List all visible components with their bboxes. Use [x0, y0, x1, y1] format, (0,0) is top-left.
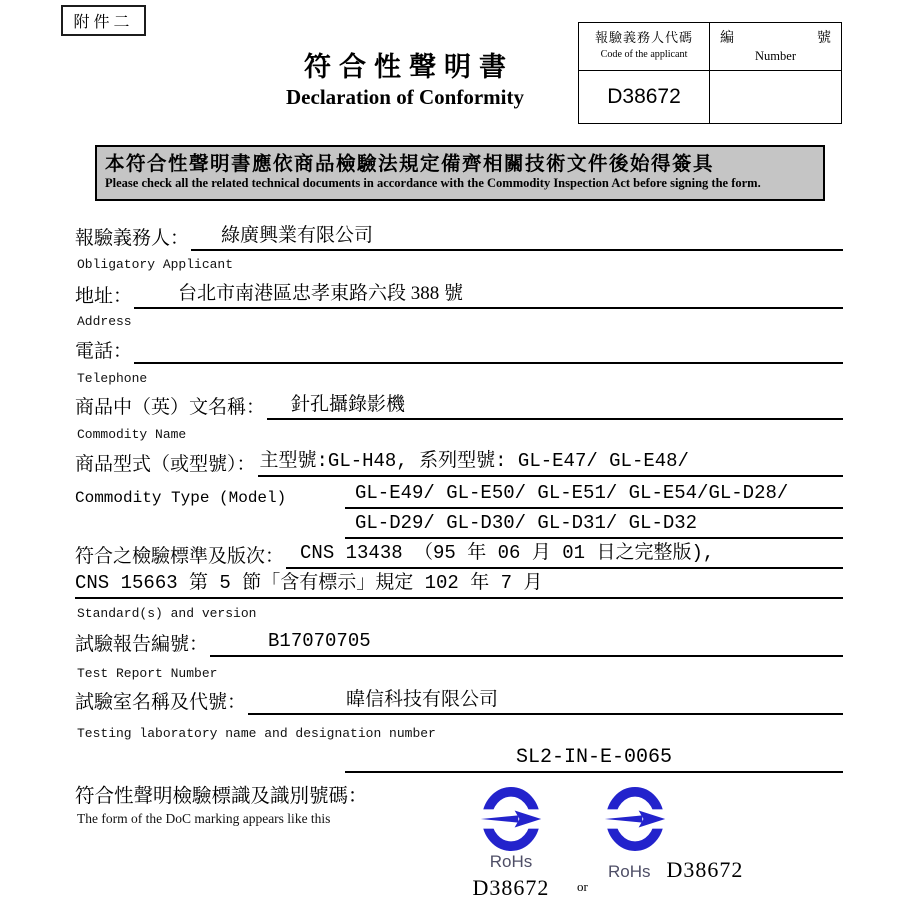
applicant-code-table [578, 22, 842, 124]
attachment-label-box [61, 5, 146, 36]
field-commodity-name-label: 商品中（英）文名稱： [75, 397, 266, 419]
number-header-zh [710, 23, 841, 47]
field-laboratory-label: 試驗室名稱及代號： [75, 692, 247, 714]
field-laboratory-designation-value: SL2-IN-E-0065 [345, 745, 843, 773]
field-standard-sublabel: Standard(s) and version [77, 606, 257, 621]
document-title-block [230, 45, 580, 110]
field-telephone-sublabel: Telephone [77, 371, 148, 386]
or-label: or [577, 879, 588, 894]
field-commodity-name-value: 針孔攝錄影機 [267, 393, 843, 420]
field-doc-marking-label: 符合性聲明檢驗標識及識別號碼： [75, 786, 368, 807]
field-address [75, 281, 843, 309]
bsmi-mark-icon [476, 787, 546, 851]
mark-code-1: D38672 [472, 875, 550, 900]
field-applicant-value: 綠廣興業有限公司 [191, 224, 843, 251]
field-commodity-type-value-line1: 主型號:GL-H48, 系列型號: GL-E47/ GL-E48/ [258, 450, 843, 477]
conformity-mark-group-2 [596, 787, 766, 883]
field-laboratory [75, 687, 843, 715]
attachment-label: 附件二 [73, 14, 134, 31]
notice-text-zh: 本符合性聲明書應依商品檢驗法規定備齊相關技術文件後始得簽具 [105, 154, 715, 175]
field-applicant-label: 報驗義務人： [75, 228, 190, 250]
bsmi-mark-icon [600, 787, 670, 851]
field-commodity-type-label-en: Commodity Type (Model) [75, 488, 287, 507]
field-test-report-value: B17070705 [210, 630, 843, 657]
number-header-zh-left: 編 [720, 31, 734, 46]
conformity-mark-group-1 [465, 787, 557, 901]
field-doc-marking-sublabel: The form of the DoC marking appears like this [77, 811, 331, 826]
notice-text-en: Please check all the related technical documents in accordance with the Commodity Inspection Act before signing the form. [105, 176, 761, 190]
field-test-report [75, 629, 843, 657]
field-commodity-name-sublabel: Commodity Name [77, 427, 187, 442]
field-commodity-type-line1 [75, 449, 843, 477]
field-standard-value-line2: CNS 15663 第 5 節「含有標示」規定 102 年 7 月 [75, 572, 843, 599]
number-value [710, 71, 841, 123]
number-header-cell [710, 23, 841, 71]
field-telephone-value [134, 361, 843, 364]
field-applicant [75, 223, 843, 251]
applicant-code-header-cell [579, 23, 710, 71]
field-applicant-sublabel: Obligatory Applicant [77, 257, 234, 272]
field-laboratory-designation [75, 745, 843, 773]
number-header-en: Number [755, 49, 796, 63]
field-commodity-type-value-line2: GL-E49/ GL-E50/ GL-E51/ GL-E54/GL-D28/ [345, 482, 843, 509]
applicant-code-value: D38672 [579, 71, 710, 123]
field-commodity-type-label-zh: 商品型式（或型號）： [75, 454, 256, 476]
field-commodity-type-line2 [75, 481, 843, 509]
rohs-label-1: RoHs [489, 852, 533, 871]
field-standard-line1 [75, 541, 843, 569]
field-commodity-type-line3 [75, 511, 843, 539]
field-telephone [75, 336, 843, 364]
field-standard-value-line1: CNS 13438 （95 年 06 月 01 日之完整版), [286, 542, 843, 569]
field-commodity-type-value-line3: GL-D29/ GL-D30/ GL-D31/ GL-D32 [345, 512, 843, 539]
applicant-code-header-zh: 報驗義務人代碼 [594, 30, 693, 45]
field-laboratory-sublabel: Testing laboratory name and designation number [77, 726, 436, 741]
field-laboratory-value: 暐信科技有限公司 [248, 688, 843, 715]
mark-code-2: D38672 [666, 857, 744, 882]
number-header-zh-right: 號 [817, 31, 831, 46]
field-test-report-label: 試驗報告編號： [75, 634, 209, 656]
field-telephone-label: 電話： [75, 341, 133, 363]
field-address-value: 台北市南港區忠孝東路六段 388 號 [134, 282, 843, 309]
field-address-label: 地址： [75, 286, 133, 308]
applicant-code-header-en: Code of the applicant [600, 48, 688, 60]
document-title-en: Declaration of Conformity [286, 85, 524, 109]
field-test-report-sublabel: Test Report Number [77, 666, 218, 681]
rohs-label-2: RoHs [608, 862, 651, 881]
field-commodity-name [75, 392, 843, 420]
document-title-zh: 符合性聲明書 [304, 52, 514, 82]
field-address-sublabel: Address [77, 314, 132, 329]
notice-box [95, 145, 825, 201]
field-standard-label: 符合之檢驗標準及版次： [75, 546, 285, 568]
field-standard-line2 [75, 571, 843, 599]
